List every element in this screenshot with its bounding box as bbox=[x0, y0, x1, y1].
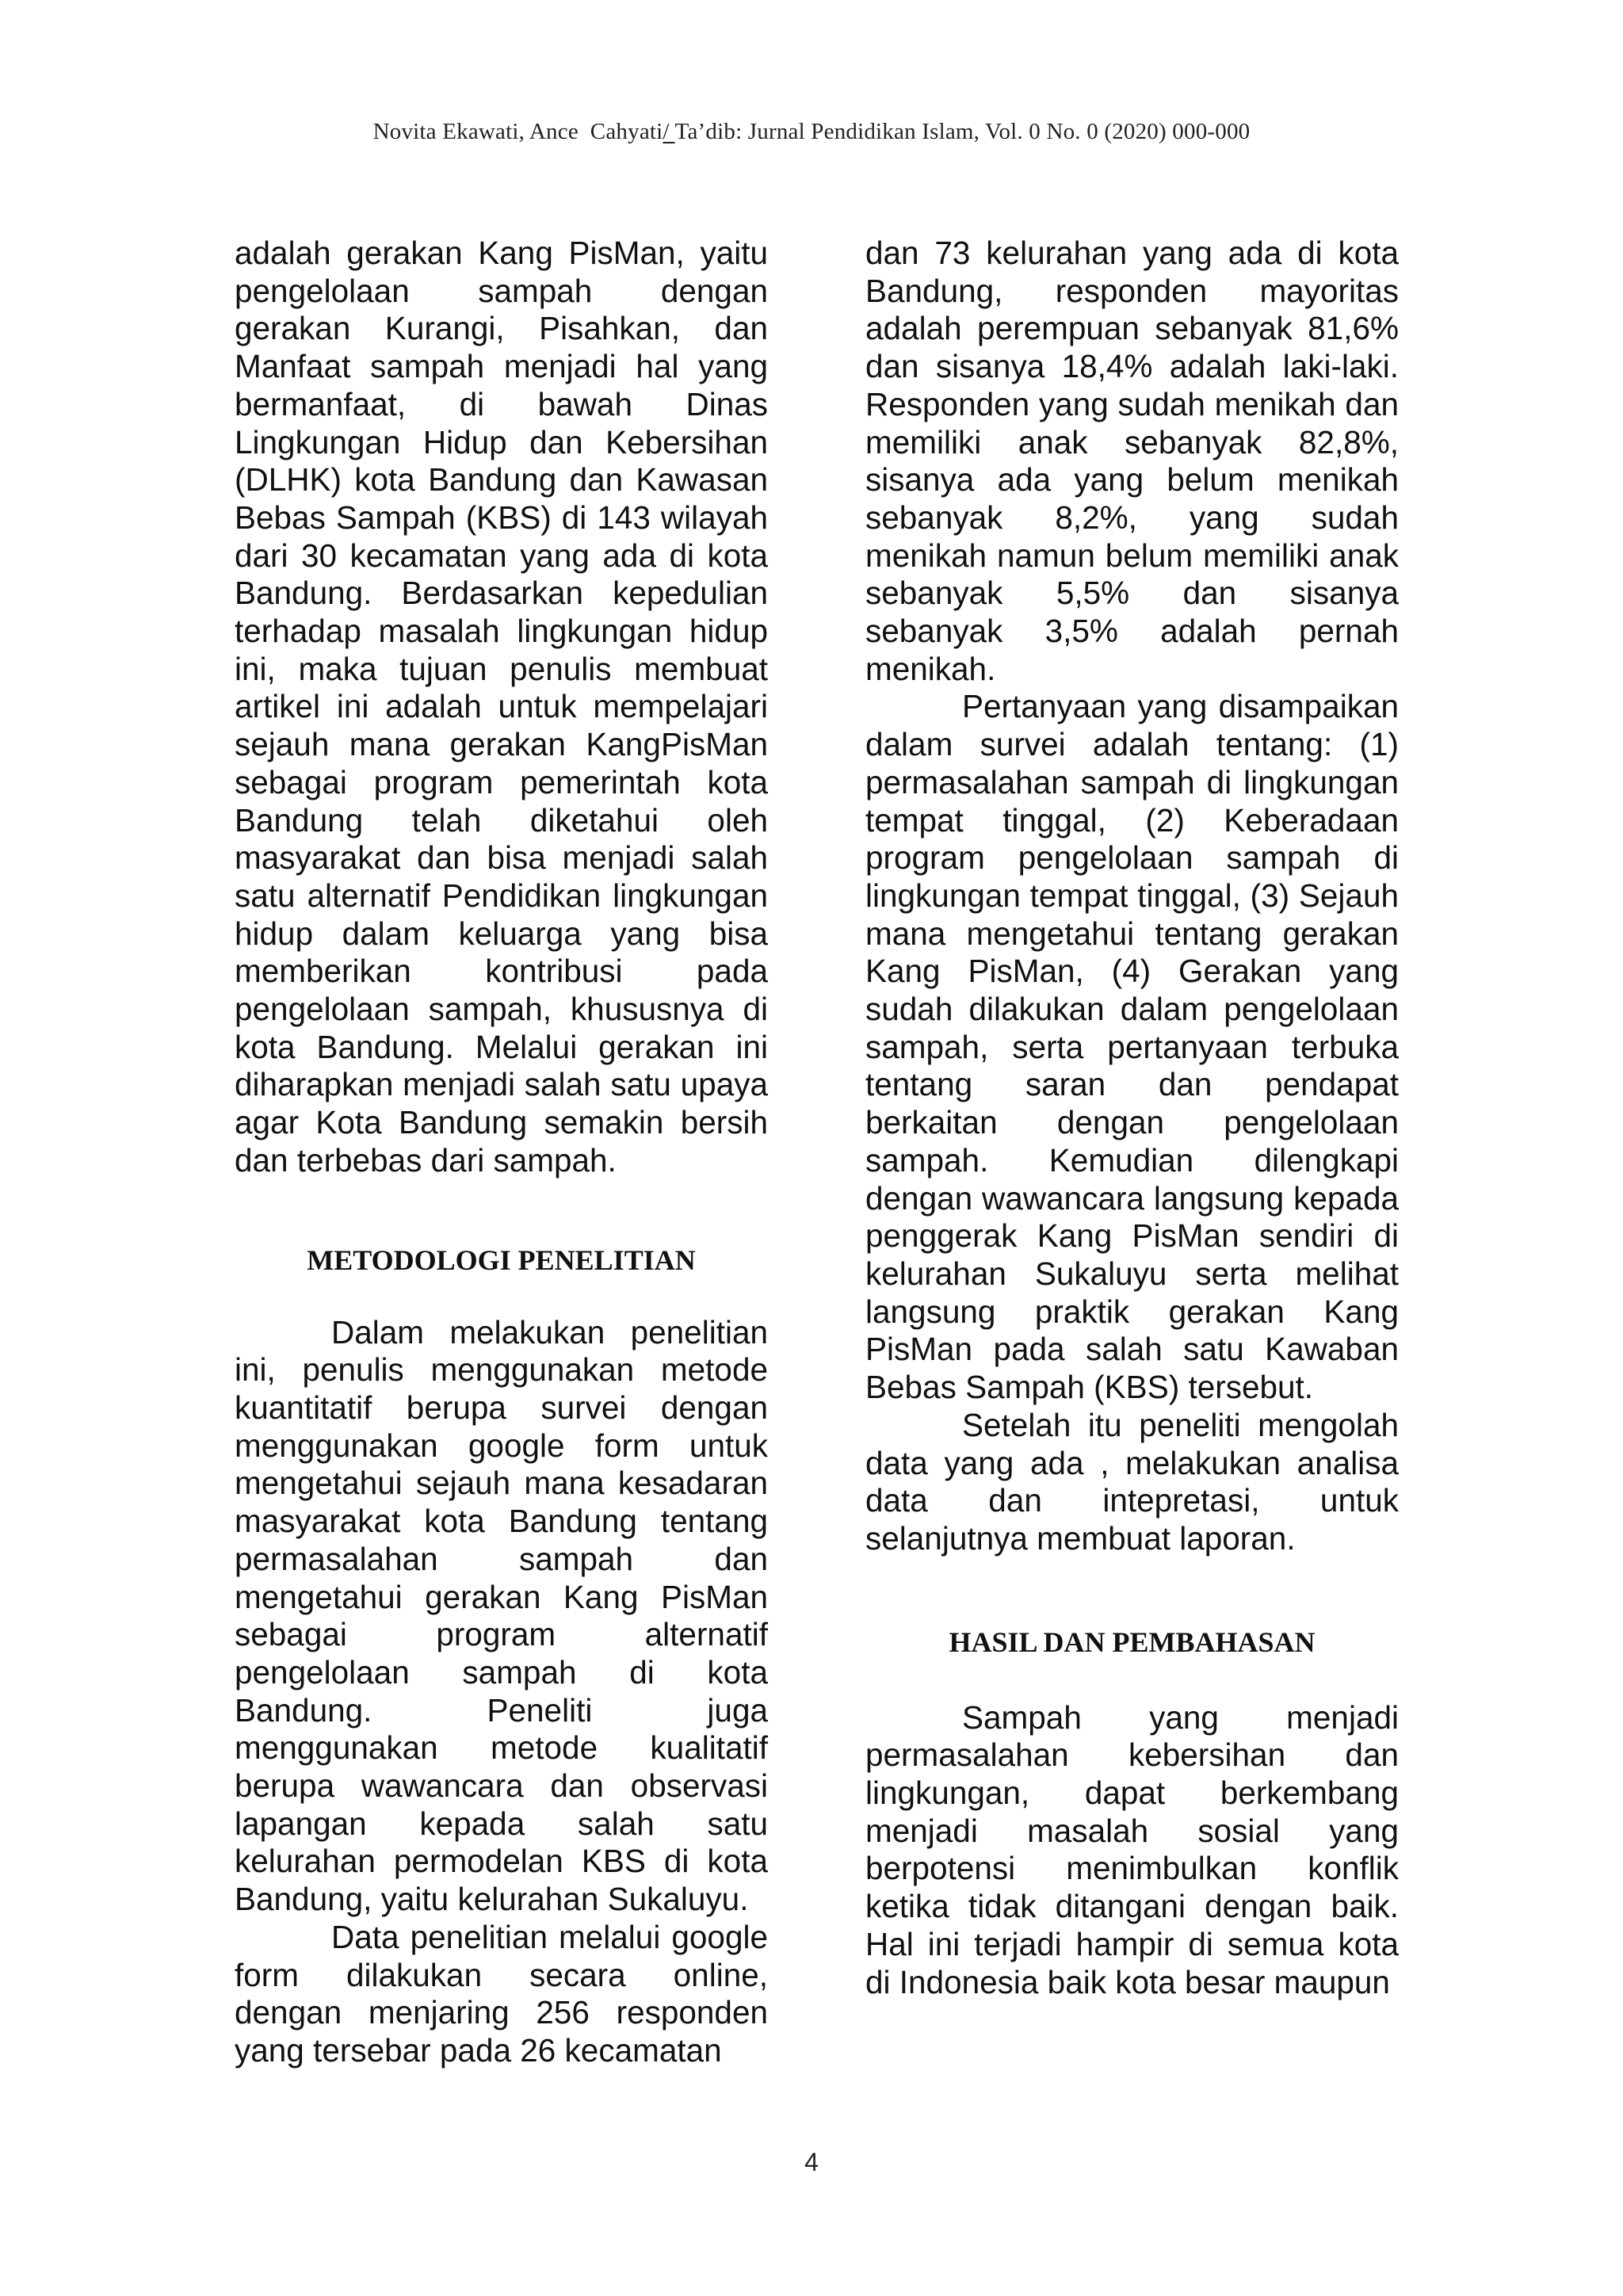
header-separator: / bbox=[663, 119, 675, 144]
analysis-paragraph: Setelah itu peneliti mengolah data yang ada , melakukan analisa data dan intepretasi, untuk selanjutnya membuat laporan. bbox=[865, 1406, 1399, 1557]
left-column bbox=[235, 235, 768, 2070]
header-journal: Ta’dib: Jurnal Pendidikan Islam, Vol. 0 No. 0 (2020) 000-000 bbox=[674, 119, 1251, 144]
continuation-paragraph: dan 73 kelurahan yang ada di kota Bandung, responden mayoritas adalah perempuan sebanyak 81,6% dan sisanya 18,4% adalah laki-laki. Responden yang sudah menikah dan memiliki anak sebanyak 82,8%, sisanya ada yang belum menikah sebanyak 8,2%, yang sudah menikah namun belum memiliki anak sebanyak 5,5% dan sisanya sebanyak 3,5% adalah pernah menikah. bbox=[865, 235, 1399, 687]
header-authors: Novita Ekawati, Ance Cahyati bbox=[372, 119, 663, 144]
running-header bbox=[0, 119, 1623, 145]
questions-paragraph: Pertanyaan yang disampaikan dalam survei adalah tentang: (1) permasalahan sampah di lingkungan tempat tinggal, (2) Keberadaan program pengelolaan sampah di lingkungan tempat tinggal, (3) Sejauh mana mengetahui tentang gerakan Kang PisMan, (4) Gerakan yang sudah dilakukan dalam pengelolaan sampah, serta pertanyaan terbuka tentang saran dan pendapat berkaitan dengan pengelolaan sampah. Kemudian dilengkapi dengan wawancara langsung kepada penggerak Kang PisMan sendiri di kelurahan Sukaluyu serta melihat langsung praktik gerakan Kang PisMan pada salah satu Kawaban Bebas Sampah (KBS) tersebut. bbox=[865, 688, 1399, 1406]
right-column bbox=[865, 235, 1399, 2001]
intro-paragraph: adalah gerakan Kang PisMan, yaitu pengelolaan sampah dengan gerakan Kurangi, Pisahkan, dan Manfaat sampah menjadi hal yang bermanfaat, di bawah Dinas Lingkungan Hidup dan Kebersihan (DLHK) kota Bandung dan Kawasan Bebas Sampah (KBS) di 143 wilayah dari 30 kecamatan yang ada di kota Bandung. Berdasarkan kepedulian terhadap masalah lingkungan hidup ini, maka tujuan penulis membuat artikel ini adalah untuk mempelajari sejauh mana gerakan KangPisMan sebagai program pemerintah kota Bandung telah diketahui oleh masyarakat dan bisa menjadi salah satu alternatif Pendidikan lingkungan hidup dalam keluarga yang bisa memberikan kontribusi pada pengelolaan sampah, khususnya di kota Bandung. Melalui gerakan ini diharapkan menjadi salah satu upaya agar Kota Bandung semakin bersih dan terbebas dari sampah. bbox=[235, 235, 768, 1179]
results-paragraph: Sampah yang menjadi permasalahan kebersihan dan lingkungan, dapat berkembang menjadi masalah sosial yang berpotensi menimbulkan konflik ketika tidak ditangani dengan baik. Hal ini terjadi hampir di semua kota di Indonesia baik kota besar maupun bbox=[865, 1698, 1399, 2000]
methodology-heading: METODOLOGI PENELITIAN bbox=[307, 1244, 696, 1276]
methodology-paragraph-1: Dalam melakukan penelitian ini, penulis menggunakan metode kuantitatif berupa survei dengan menggunakan google form untuk mengetahui sejauh mana kesadaran masyarakat kota Bandung tentang permasalahan sampah dan mengetahui gerakan Kang PisMan sebagai program alternatif pengelolaan sampah di kota Bandung. Peneliti juga menggunakan metode kualitatif berupa wawancara dan observasi lapangan kepada salah satu kelurahan permodelan KBS di kota Bandung, yaitu kelurahan Sukaluyu. bbox=[235, 1313, 768, 1918]
results-heading: HASIL DAN PEMBAHASAN bbox=[949, 1626, 1316, 1658]
page-number: 4 bbox=[804, 2148, 819, 2176]
methodology-paragraph-2: Data penelitian melalui google form dilakukan secara online, dengan menjaring 256 responden yang tersebar pada 26 kecamatan bbox=[235, 1918, 768, 2069]
